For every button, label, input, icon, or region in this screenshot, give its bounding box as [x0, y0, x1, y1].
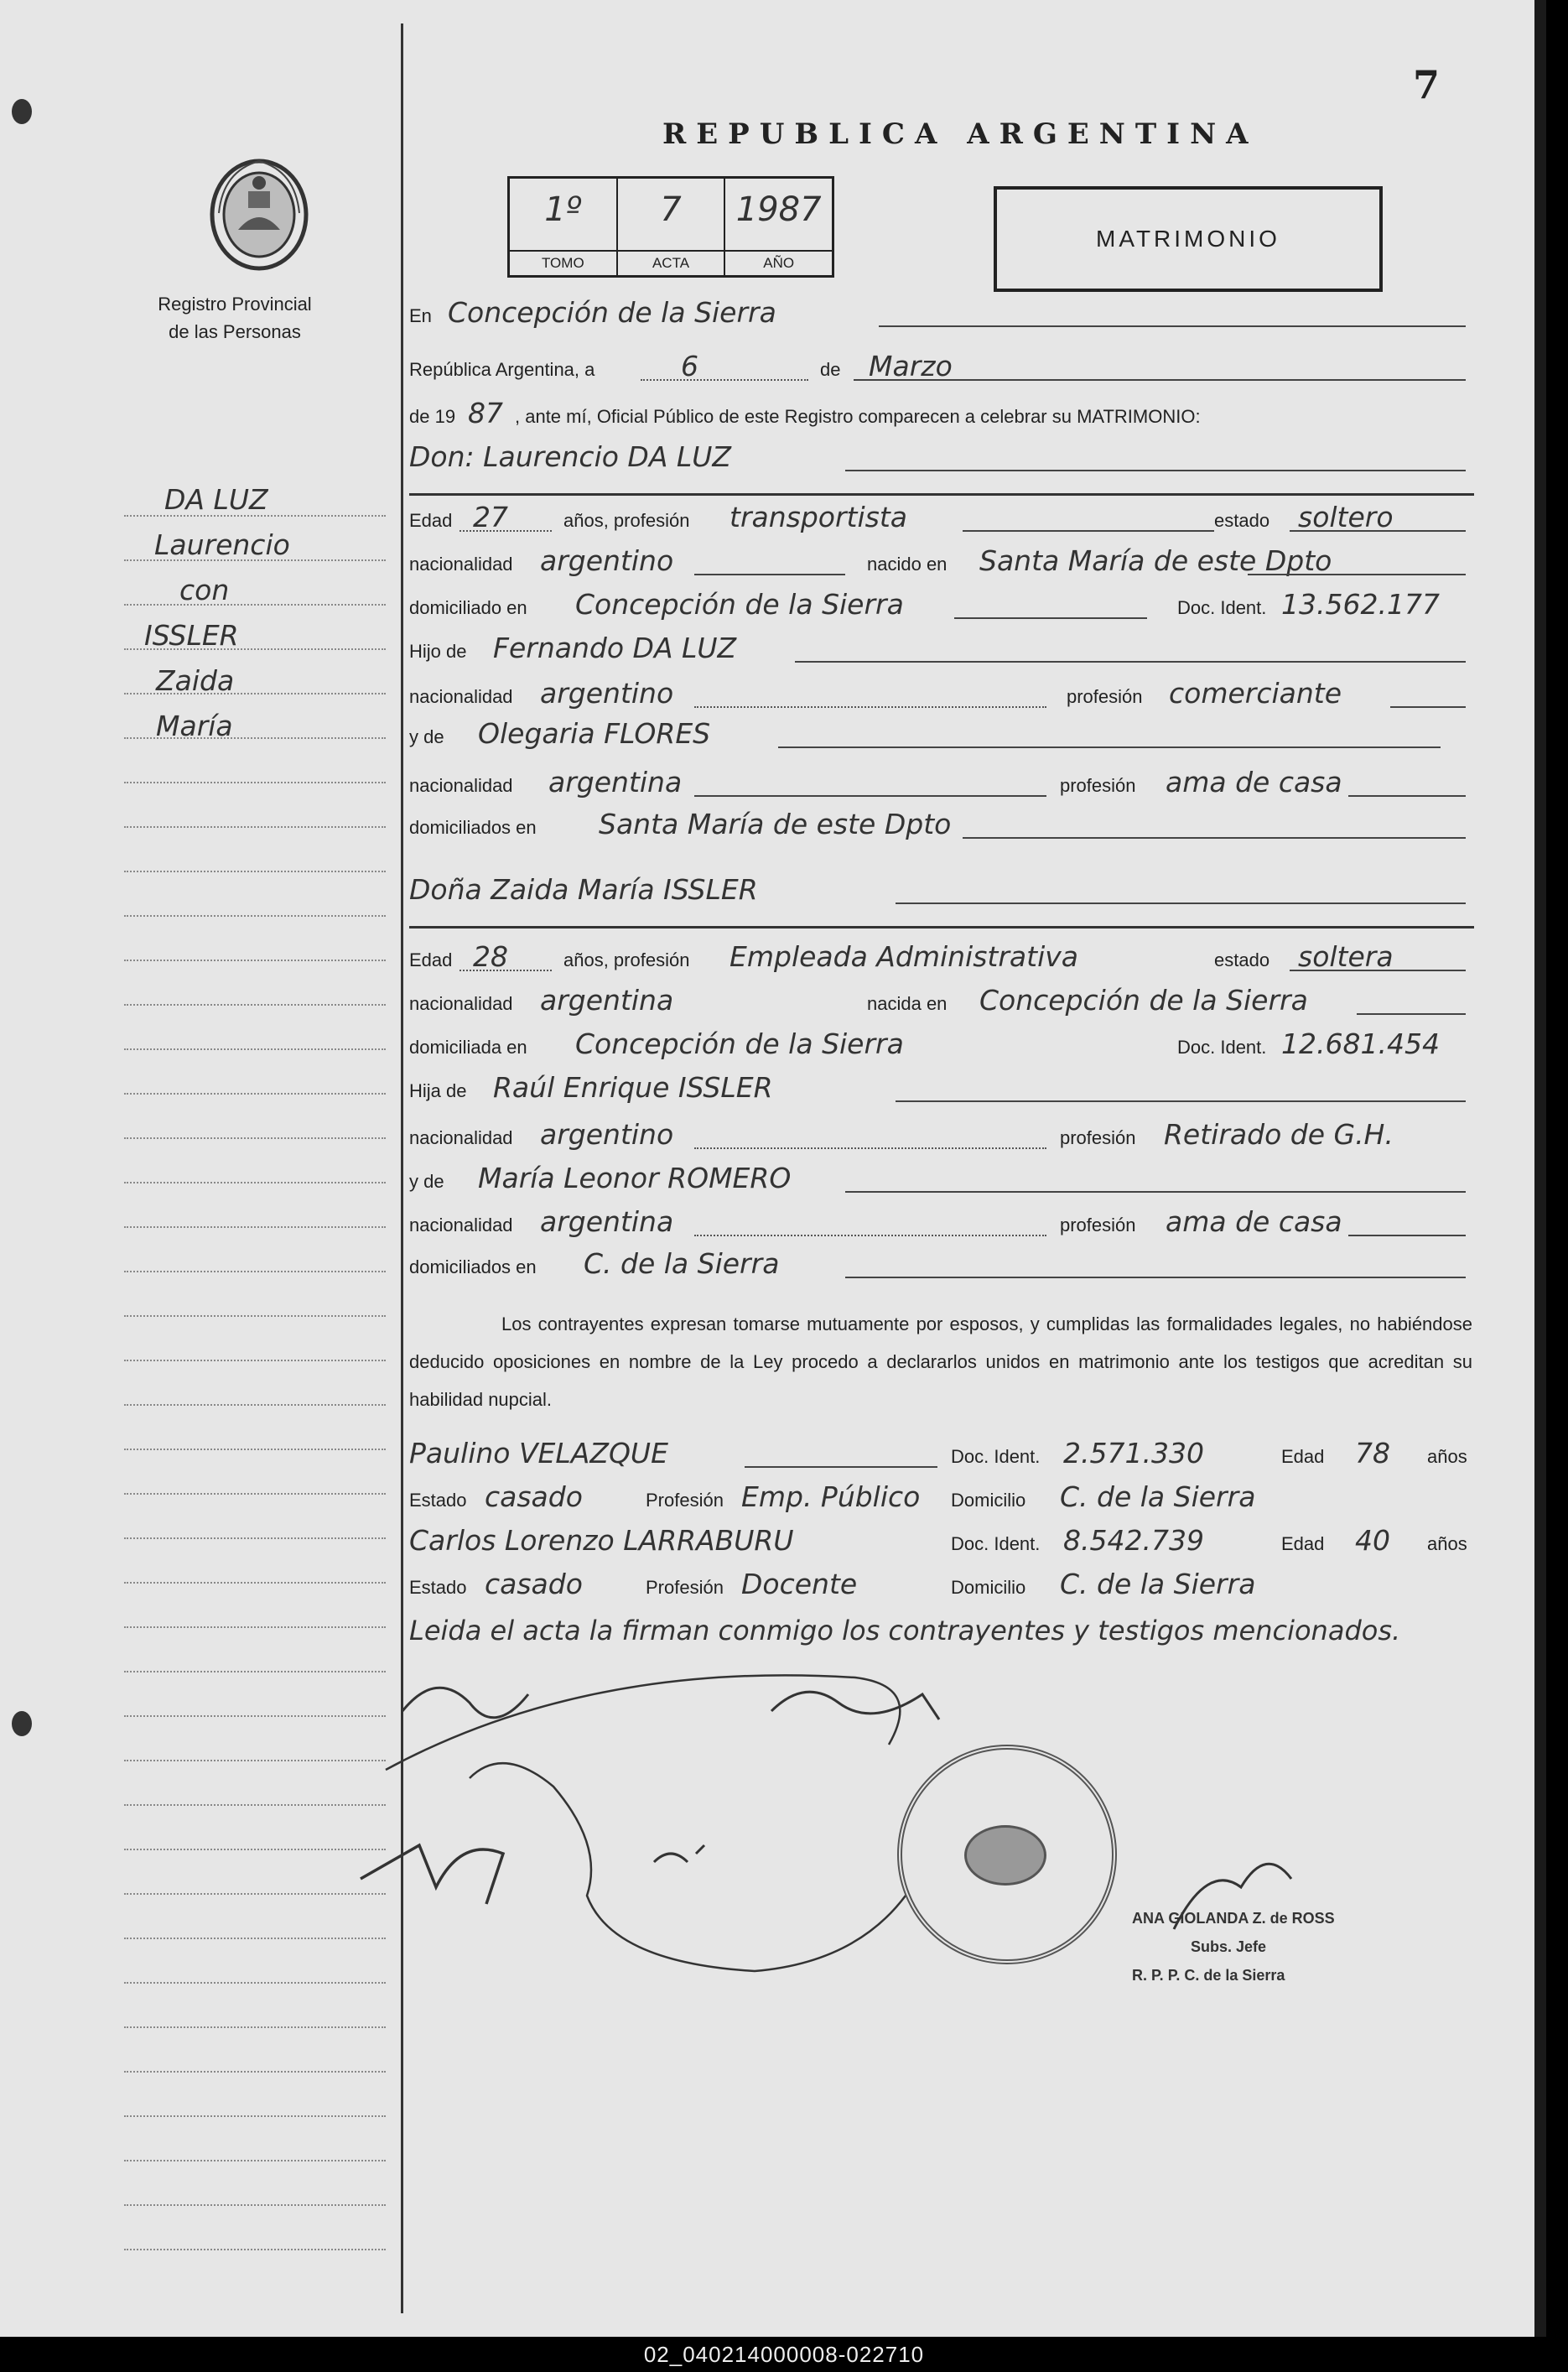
margin-name: con — [179, 574, 230, 606]
act-type-box: MATRIMONIO — [994, 186, 1383, 292]
bride-nationality-row: nacionalidad argentina nacida en Concepción de la Sierra — [409, 986, 1474, 1020]
groom-domicile-row: domiciliado en Concepción de la Sierra Doc. Ident. 13.562.177 — [409, 588, 1440, 621]
separator — [409, 493, 1474, 496]
margin-name: Zaida — [156, 664, 235, 697]
declaration-text: Los contrayentes expresan tomarse mutuamente por esposos, y cumplidas las formalidades legales, no habiéndose deducido oposiciones en nombre de la Ley procedo a declararlos unidos en matrimonio ante los testigos que acreditan su habilidad nupcial. — [409, 1313, 1472, 1410]
ano-label: AÑO — [725, 250, 832, 275]
month-value: Marzo — [869, 350, 953, 382]
groom-father-detail-row: nacionalidad argentino profesión comerciante — [409, 679, 1474, 713]
acta-value: 7 — [660, 190, 682, 229]
signatures-graphic — [335, 1644, 1425, 2080]
place-row: En Concepción de la Sierra — [409, 299, 1474, 332]
bride-father-detail-row: nacionalidad argentino profesión Retirado de G.H. — [409, 1118, 1394, 1151]
year-value: 87 — [468, 397, 503, 429]
bride-mother-detail-row: nacionalidad argentina profesión ama de casa — [409, 1208, 1474, 1241]
margin-name: Laurencio — [154, 528, 290, 561]
page-number: 7 — [1413, 62, 1441, 107]
witness-1-row: Paulino VELAZQUE Doc. Ident. 2.571.330 Edad 78 años — [409, 1437, 1467, 1469]
tomo-label: TOMO — [510, 250, 616, 275]
margin-name: ISSLER — [144, 619, 239, 652]
image-id-footer: 02_040214000008-022710 — [0, 2337, 1568, 2372]
witness-2-detail-row: Estado casado Profesión Docente Domicilio C. de la Sierra — [409, 1568, 1256, 1600]
bride-father-row: Hija de Raúl Enrique ISSLER — [409, 1074, 1474, 1107]
groom-mother-detail-row: nacionalidad argentina profesión ama de casa — [409, 768, 1474, 802]
bride-name: Doña Zaida María ISSLER — [409, 873, 758, 906]
margin-name: DA LUZ — [164, 483, 268, 516]
country-title: REPUBLICA ARGENTINA — [662, 117, 1259, 151]
witness-1-detail-row: Estado casado Profesión Emp. Público Domicilio C. de la Sierra — [409, 1480, 1256, 1513]
place-value: Concepción de la Sierra — [448, 296, 776, 329]
year-row: de 19 87 , ante mí, Oficial Público de este Registro comparecen a celebrar su MATRIMONIO: — [409, 397, 1201, 429]
bride-name-row — [409, 873, 1474, 909]
groom-age-row: Edad 27 años, profesión transportista estado soltero — [409, 503, 1474, 537]
binding-hole — [12, 1711, 32, 1736]
record-number-box — [507, 176, 834, 278]
date-row: República Argentina, a 6 de Marzo — [409, 352, 1474, 386]
margin-name: María — [156, 710, 233, 742]
acta-label: ACTA — [618, 250, 724, 275]
official-stamp: ANA GIOLANDA Z. de ROSS Subs. Jefe R. P. P. C. de la Sierra — [1132, 1910, 1335, 1984]
registry-seal-icon — [897, 1745, 1117, 1964]
provincial-crest-icon — [206, 154, 312, 272]
binding-hole — [12, 99, 32, 124]
groom-name: Don: Laurencio DA LUZ — [409, 440, 732, 473]
bride-domicile-row: domiciliada en Concepción de la Sierra Doc. Ident. 12.681.454 — [409, 1027, 1440, 1060]
bride-age-row: Edad 28 años, profesión Empleada Administrativa estado soltera — [409, 943, 1474, 976]
closing-text: Leida el acta la firman conmigo los contrayentes y testigos mencionados. — [409, 1615, 1401, 1646]
witness-2-row: Carlos Lorenzo LARRABURU Doc. Ident. 8.542.739 Edad 40 años — [409, 1524, 1467, 1557]
ano-value: 1987 — [735, 190, 822, 229]
groom-parents-domicile-row: domiciliados en Santa María de este Dpto — [409, 810, 1474, 844]
separator — [409, 926, 1474, 929]
tomo-value: 1º — [544, 190, 582, 229]
day-value: 6 — [681, 350, 698, 382]
bride-mother-row: y de María Leonor ROMERO — [409, 1164, 1474, 1198]
registry-name: Registro Provincial de las Personas — [158, 294, 312, 342]
groom-father-row: Hijo de Fernando DA LUZ — [409, 634, 1474, 668]
groom-mother-row: y de Olegaria FLORES — [409, 720, 1474, 753]
bride-parents-domicile-row: domiciliados en C. de la Sierra — [409, 1250, 1474, 1283]
groom-name-row — [409, 440, 1474, 476]
groom-nationality-row: nacionalidad argentino nacido en Santa María de este Dpto — [409, 547, 1474, 580]
